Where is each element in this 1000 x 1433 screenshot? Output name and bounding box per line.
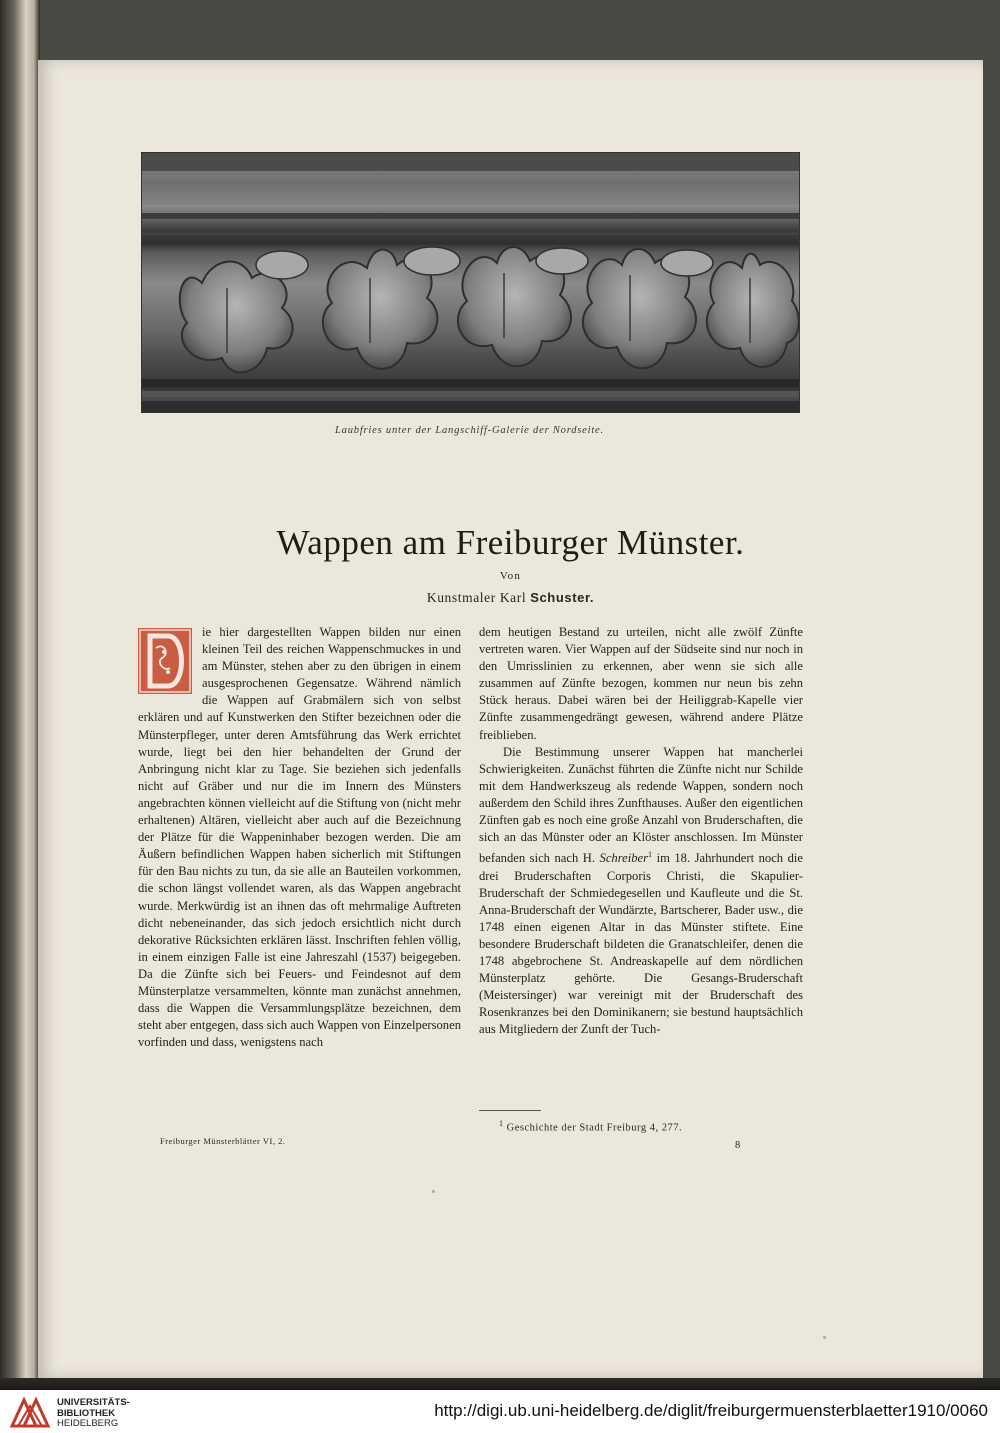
journal-footer: Freiburger Münsterblätter VI, 2. [160, 1136, 286, 1146]
author-prefix: Kunstmaler Karl [426, 590, 527, 605]
byline-author [38, 590, 983, 606]
cited-author: Schreiber [599, 851, 649, 866]
paragraph [479, 744, 803, 1039]
library-bar [0, 1390, 1000, 1433]
paragraph-text: Die Bestimmung unserer Wappen hat mancherlei Schwierigkeiten. Zunächst führten die Zünfte nicht nur Schilde mit dem Handwerkszeug als redende Wappen, sondern noch außerdem den Schild ihres Zunfthauses. Außer den eigentlichen Zünften gab es noch eine große Anzahl von Bruderschaften, die sich an das Münster oder an Klöster anschlossen. Im Münster befanden sich nach H. [479, 744, 803, 866]
footnote [499, 1119, 682, 1134]
article-title: Wappen am Freiburger Münster. [276, 523, 745, 562]
book-binding [0, 0, 40, 1385]
footnote-ref: 1 [648, 850, 653, 860]
leaf-frieze-photo [141, 152, 800, 413]
byline-von: Von [499, 570, 522, 582]
footnote-text: Geschichte der Stadt Freiburg 4, 277. [506, 1122, 683, 1134]
paragraph: ie hier dargestellten Wappen bilden nur einen kleinen Teil des reichen Wappenschmuckes in und am Münster, stehen aber zu den übrigen in einem ausgesprochenen Gegensatze. Während nämlich die Wappen auf Grabmälern sich von selbst erklären und auf Kunstwerken den Stifter bezeichnen oder die Münsterpfleger, unter deren Amtsführung das Werk errichtet wurde, liegt bei den hier behandelten der Grund der Anbringung nicht klar zu Tage. Sie beziehen sich jedenfalls nicht auf Gräber und nur die im Innern des Münsters angebrachten können vielleicht auf die Stiftung von (nicht mehr erhaltenen) Altären, vielleicht aber auch auf die Bezeichnung der Plätze für die Wappeninhaber bezogen werden. Die am Äußern befindlichen Wappen haben sicherlich mit Stiftungen für den Bau nichts zu tun, da sie alle an Bauteilen vorkommen, die schon längst vollendet waren, als das Wappen angebracht wurde. Merkwürdig ist an ihnen das oft mehrmalige Auftreten dicht nebeneinander, das sich jedoch ersichtlich nicht durch dekorative Rücksichten erklären lässt. Inschriften fehlen völlig, in einem einzigen Falle ist eine Jahreszahl (1537) beigegeben. Da die Zünfte sich bei Feuers- und Feindesnot auf dem Münsterplatze versammelten, könnte man zunächst annehmen, dass die Wappen die Versammlungsplätze bezeichnen, dem steht aber entgegen, dass sich auch Wappen von Einzelpersonen vorfinden und dass, wenigstens nach [138, 625, 461, 1050]
paper-speck [432, 1190, 435, 1193]
scan-edge [0, 1378, 1000, 1390]
library-logo-icon [10, 1396, 52, 1428]
library-name-line: BIBLIOTHEK [57, 1407, 116, 1419]
leaf-frieze-image [142, 153, 799, 412]
right-column [479, 624, 803, 1038]
source-url[interactable]: http://digi.ub.uni-heidelberg.de/diglit/freiburgermuensterblaetter1910/0060 [434, 1401, 988, 1420]
footnote-divider [479, 1110, 541, 1111]
author-name: Schuster. [530, 590, 595, 605]
page-number: 8 [735, 1140, 741, 1151]
library-name [57, 1398, 130, 1430]
library-name-line: HEIDELBERG [57, 1418, 119, 1429]
paragraph: dem heutigen Bestand zu urteilen, nicht alle zwölf Zünfte vertreten waren. Vier Wappen auf der Südseite sind nur noch in den Umrisslinien zu erkennen, aber wenn sie sich alle zusammen auf Zünfte bezogen, kommen nur neun bis zehn Stück heraus. Dabei wären bei der Heiliggrab-Kapelle vier Zünfte zusammengedrängt gewesen, während andere Plätze freiblieben. [479, 625, 803, 742]
left-column [138, 624, 461, 1051]
paper-speck [823, 1336, 826, 1339]
library-name-line: UNIVERSITÄTS- [57, 1397, 130, 1408]
initial-d-icon [138, 628, 192, 694]
paragraph-text: im 18. Jahrhundert noch die drei Bruderschaften Corporis Christi, die Skapulier-Bruderschaft der Schmiedegesellen und Kaufleute und die St. Anna-Bruderschaft der Wundärzte, Bartscherer, Bader usw., die 1748 einen eigenen Altar in das Münster stiftete. Eine besondere Bruderschaft bildeten die Granatschleifer, denen die 1748 abgebrochene St. Andreaskapelle auf dem nördlichen Münsterplatz gehörte. Die Gesangs-Bruderschaft (Meistersinger) war vereinigt mit der Bruderschaft des Rosenkranzes bei den Dominikanern; sie bestund hauptsächlich aus Mitgliedern der Zunft der Tuch- [479, 851, 803, 1037]
decorated-initial [138, 628, 192, 694]
photo-caption: Laubfries unter der Langschiff-Galerie der Nordseite. [335, 425, 604, 436]
footnote-marker: 1 [499, 1119, 504, 1128]
